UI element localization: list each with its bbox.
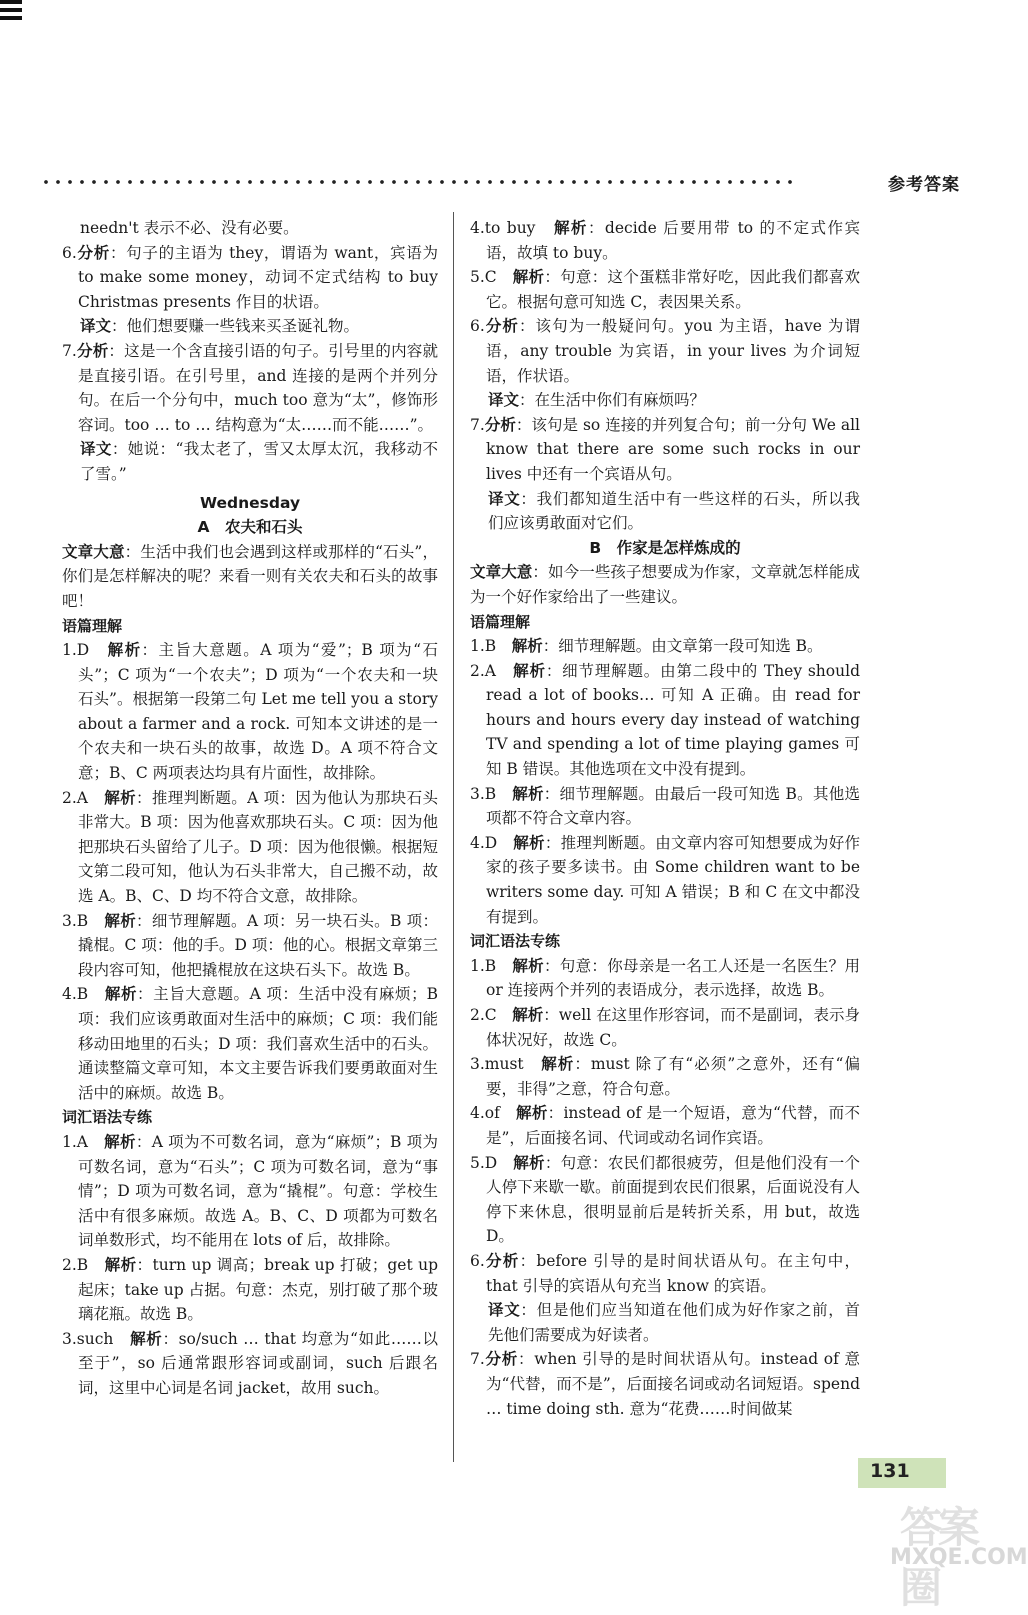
vocab-b-answer-1: 1.B 解析：句意：你母亲是一名工人还是一名医生？用 or 连接两个并列的表语成分，表示选择，故选 B。 [470,956,860,1000]
section-vocab-b: 词汇语法专练 [470,932,561,951]
reading-answer-4: 4.B 解析：主旨大意题。A 项：生活中没有麻烦；B 项：我们应该勇敢面对生活中的麻烦；C 项：我们能移动田地里的石头；D 项：我们喜欢生活中的石头。通读整篇文章可知，本文主要告诉我们要勇敢面对生活中的麻烦。故选 B。 [62,985,438,1102]
section-vocab: 词汇语法专练 [62,1108,153,1127]
vocab-answer-5: 5.C 解析：句意：这个蛋糕非常好吃，因此我们都喜欢它。根据句意可知选 C，表因果关系。 [470,268,860,311]
item-6-translation-b: 译文：在生活中你们有麻烦吗？ [488,391,706,410]
item-6-analysis: 6.分析：句子的主语为 they，谓语为 want，宾语为 to make some money，动词不定式结构 to buy Christmas presents 作目的状语。 [62,243,438,311]
page-header [40,170,960,196]
vocab-answer-1: 1.A 解析：A 项为不可数名词，意为“麻烦”；B 项为可数名词，意为“石头”；C 项为可数名词，意为“事情”；D 项为可数名词，意为“撬棍”。句意：学校生活中有很多麻烦。故选 A。B、C、D 项都为可数名词单数形式，均不能用在 lots of 后，故排除。 [62,1132,438,1250]
main-idea-b: 文章大意：如今一些孩子想要成为作家，文章就怎样能成为一个好作家给出了一些建议。 [470,563,860,606]
main-idea-a: 文章大意：生活中我们也会遇到这样或那样的“石头”，你们是怎样解决的呢？来看一则有关农夫和石头的故事吧！ [62,542,438,610]
column-divider [453,212,454,1462]
dotted-rule [40,172,800,192]
item-7-translation: 译文：她说：“我太老了，雪又太厚太沉，我移动不了雪。” [80,440,438,483]
item-6-translation: 译文：他们想要赚一些钱来买圣诞礼物。 [80,317,360,336]
right-column [470,216,860,1421]
vocab-b-translation-6: 译文：但是他们应当知道在他们成为好作家之前，首先他们需要成为好读者。 [488,1301,860,1344]
continuation-line: needn't 表示不必、没有必要。 [80,219,299,237]
reading-answer-3: 3.B 解析：细节理解题。A 项：另一块石头。B 项：撬棍。C 项：他的手。D 项：他的心。根据文章第三段内容可知，他把撬棍放在这块石头下。故选 B。 [62,911,438,979]
corner-registration-mark [0,0,22,40]
passage-b-title: B 作家是怎样炼成的 [589,538,741,557]
item-7-analysis-b: 7.分析：该句是 so 连接的并列复合句；前一分句 We all know that there are some such rocks in our lives 中还有一个宾语从句。 [470,415,860,483]
section-reading: 语篇理解 [62,616,123,635]
vocab-b-answer-2: 2.C 解析：well 在这里作形容词，而不是副词，表示身体状况好，故选 C。 [470,1006,860,1049]
item-7-translation-b: 译文：我们都知道生活中有一些这样的石头，所以我们应该勇敢面对它们。 [488,489,860,533]
site-watermark [890,1495,1028,1612]
vocab-answer-2: 2.B 解析：turn up 调高；break up 打破；get up 起床；take up 占据。句意：杰克，别打破了那个玻璃花瓶。故选 B。 [62,1255,438,1324]
item-6-analysis-b: 6.分析：该句为一般疑问句。you 为主语，have 为谓语，any trouble 为宾语，in your lives 为介词短语，作状语。 [470,317,860,385]
section-reading-b: 语篇理解 [470,612,531,631]
vocab-b-answer-4: 4.of 解析：instead of 是一个短语，意为“代替，而不是”，后面接名词、代词或动名词作宾语。 [470,1104,860,1147]
reading-answer-2: 2.A 解析：推理判断题。A 项：因为他认为那块石头非常大。B 项：因为他喜欢那块石头。C 项：因为他把那块石头留给了儿子。D 项：因为他很懒。根据短文第二段可知，他认为石头非常大，自己搬不动，故选 A。B、C、D 均不符合文意，故排除。 [62,788,438,906]
vocab-b-answer-3: 3.must 解析：must 除了有“必须”之意外，还有“偏要，非得”之意，符合句意。 [470,1055,860,1098]
vocab-answer-3: 3.such 解析：so/such … that 均意为“如此……以至于”，so 后通常跟形容词或副词，such 后跟名词，这里中心词是名词 jacket，故用 such。 [62,1329,438,1397]
reading-b-answer-4: 4.D 解析：推理判断题。由文章内容可知想要成为好作家的孩子要多读书。由 Some children want to be writers some day. 可知 A 错误；B 和 C 在文中都没有提到。 [470,833,860,926]
reading-b-answer-1: 1.B 解析：细节理解题。由文章第一段可知选 B。 [470,637,823,656]
day-heading: Wednesday [199,493,301,512]
header-title: 参考答案 [888,175,960,195]
vocab-b-answer-7: 7.分析：when 引导的是时间状语从句。instead of 意为“代替，而不是”，后面接名词或动名词短语。spend … time doing sth. 意为“花费……时间做某 [470,1350,860,1418]
page-number: 131 [870,1460,910,1482]
item-7-analysis: 7.分析：这是一个含直接引语的句子。引号里的内容就是直接引语。在引号里，and 连接的是两个并列分句。在后一个分句中，much too 意为“太”，修饰形容词。too … to … 结构意为“太……而不能……”。 [62,341,438,434]
reading-answer-1: 1.D 解析：主旨大意题。A 项为“爱”；B 项为“石头”；C 项为“一个农夫”；D 项为“一个农夫和一块石头”。根据第一段第二句 Let me tell you a story about a farmer and a rock. 可知本文讲述的是一个农夫和一块石头的故事，故选 D。A 项不符合文意；B、C 两项表达均具有片面性，故排除。 [62,641,438,783]
left-column [62,216,438,1401]
reading-b-answer-3: 3.B 解析：细节理解题。由最后一段可知选 B。其他选项都不符合文章内容。 [470,784,860,828]
vocab-b-answer-5: 5.D 解析：句意：农民们都很疲劳，但是他们没有一个人停下来歇一歇。前面提到农民们很累，后面说没有人停下来休息，很明显前后是转折关系，用 but，故选 D。 [470,1153,860,1246]
watermark-logo-text: 答案圈 [900,1503,977,1612]
reading-b-answer-2: 2.A 解析：细节理解题。由第二段中的 They should read a lot of books… 可知 A 正确。由 read for hours and hours every day instead of watching TV and spending a lot of time playing games 可知 B 错误。其他选项在文中没有提到。 [470,661,860,779]
watermark-url: MXQE.COM [890,1545,1028,1570]
passage-a-title: A 农夫和石头 [197,518,303,537]
vocab-b-answer-6: 6.分析：before 引导的是时间状语从句。在主句中，that 引导的宾语从句充当 know 的宾语。 [470,1251,860,1295]
vocab-answer-4: 4.to buy 解析：decide 后要用带 to 的不定式作宾语，故填 to buy。 [470,219,861,262]
